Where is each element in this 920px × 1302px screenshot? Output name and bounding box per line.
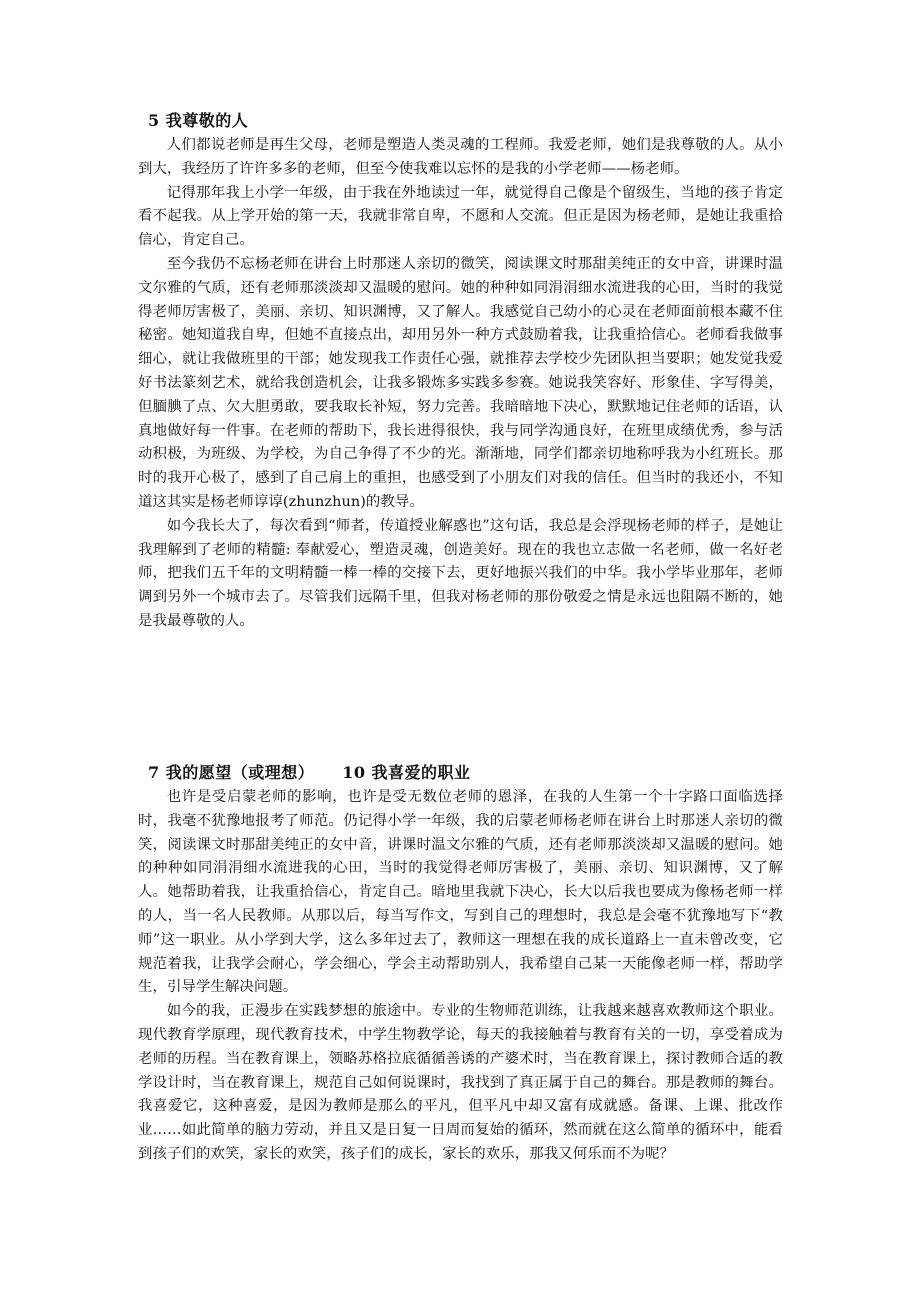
section-title-text: 7 我的愿望（或理想） [148, 763, 315, 782]
essay-section-respected-person [138, 108, 783, 634]
essay-section-my-wish [138, 760, 783, 1167]
paragraph: 如今的我，正漫步在实践梦想的旅途中。专业的生物师范训练，让我越来越喜欢教师这个职业。现代教育学原理，现代教育技术，中学生物教学论，每天的我接触着与教育有关的一切，享受着成为老师的历程。当在教育课上，领略苏格拉底循循善诱的产婆术时，当在教育课上，探讨教师合适的教学设计时，当在教育课上，规范自己如何说课时，我找到了真正属于自己的舞台。那是教师的舞台。我喜爱它，这种喜爱，是因为教师是那么的平凡，但平凡中却又富有成就感。备课、上课、批改作业……如此简单的脑力劳动，并且又是日复一日周而复始的循环，然而就在这么简单的循环中，能看到孩子们的欢笑，家长的欢笑，孩子们的成长，家长的欢乐，那我又何乐而不为呢？ [138, 1003, 783, 1162]
paragraph: 人们都说老师是再生父母，老师是塑造人类灵魂的工程师。我爱老师，她们是我尊敬的人。从小到大，我经历了许许多多的老师，但至今使我难以忘怀的是我的小学老师——杨老师。 [138, 137, 783, 177]
paragraph: 也许是受启蒙老师的影响，也许是受无数位老师的恩泽，在我的人生第一个十字路口面临选择时，我毫不犹豫地报考了师范。仍记得小学一年级，我的启蒙老师杨老师在讲台上时那迷人亲切的微笑，阅读课文时那甜美纯正的女中音，讲课时温文尔雅的气质，还有老师那淡淡却又温暖的慰问。她的种种如同涓涓细水流进我的心田，当时的我觉得老师厉害极了，美丽、亲切、知识渊博，又了解人。她帮助着我，让我重拾信心，肯定自己。暗地里我就下决心，长大以后我也要成为像杨老师一样的人，当一名人民教师。从那以后，每当写作文，写到自己的理想时，我总是会毫不犹豫地写下“教师”这一职业。从小学到大学，这么多年过去了，教师这一理想在我的成长道路上一直未曾改变，它规范着我，让我学会耐心，学会细心，学会主动帮助别人，我希望自己某一天能像老师一样，帮助学生，引导学生解决问题。 [138, 789, 783, 996]
section-title-text: 5 我尊敬的人 [148, 111, 249, 130]
paragraph: 如今我长大了，每次看到“师者，传道授业解惑也”这句话，我总是会浮现杨老师的样子，是她让我理解到了老师的精髓: 奉献爱心，塑造灵魂，创造美好。现在的我也立志做一名老师，做一名好老师，把我们五千年的文明精髓一棒一棒的交接下去，更好地振兴我们的中华。我小学毕业那年，老师调到另外一个城市去了。尽管我们远隔千里，但我对杨老师的那份敬爱之情是永远也阻隔不断的，她是我最尊敬的人。 [138, 517, 783, 629]
section-title [138, 760, 783, 786]
section-title-extra: 10 我喜爱的职业 [342, 763, 471, 782]
paragraph: 记得那年我上小学一年级，由于我在外地读过一年，就觉得自己像是个留级生，当地的孩子肯定看不起我。从上学开始的第一天，我就非常自卑，不愿和人交流。但正是因为杨老师，是她让我重拾信心，肯定自己。 [138, 184, 783, 249]
section-title [138, 108, 783, 134]
paragraph: 至今我仍不忘杨老师在讲台上时那迷人亲切的微笑，阅读课文时那甜美纯正的女中音，讲课时温文尔雅的气质，还有老师那淡淡却又温暖的慰问。她的种种如同涓涓细水流进我的心田，当时的我觉得老师厉害极了，美丽、亲切、知识渊博，又了解人。我感觉自己幼小的心灵在老师面前根本藏不住秘密。她知道我自卑，但她不直接点出，却用另外一种方式鼓励着我，让我重拾信心。老师看我做事细心，就让我做班里的干部；她发现我工作责任心强，就推荐去学校少先团队担当要职；她发觉我爱好书法篆刻艺术，就给我创造机会，让我多锻炼多实践多参赛。她说我笑容好、形象佳、字写得美，但腼腆了点、欠大胆勇敢，要我取长补短，努力完善。我暗暗地下决心，默默地记住老师的话语，认真地做好每一件事。在老师的帮助下，我长进得很快，我与同学沟通良好，在班里成绩优秀，参与活动积极，为班级、为学校，为自己争得了不少的光。渐渐地，同学们都亲切地称呼我为小红班长。那时的我开心极了，感到了自己肩上的重担，也感受到了小朋友们对我的信任。但当时的我还小，不知道这其实是杨老师谆谆(zhunzhun)的教导。 [138, 255, 783, 510]
